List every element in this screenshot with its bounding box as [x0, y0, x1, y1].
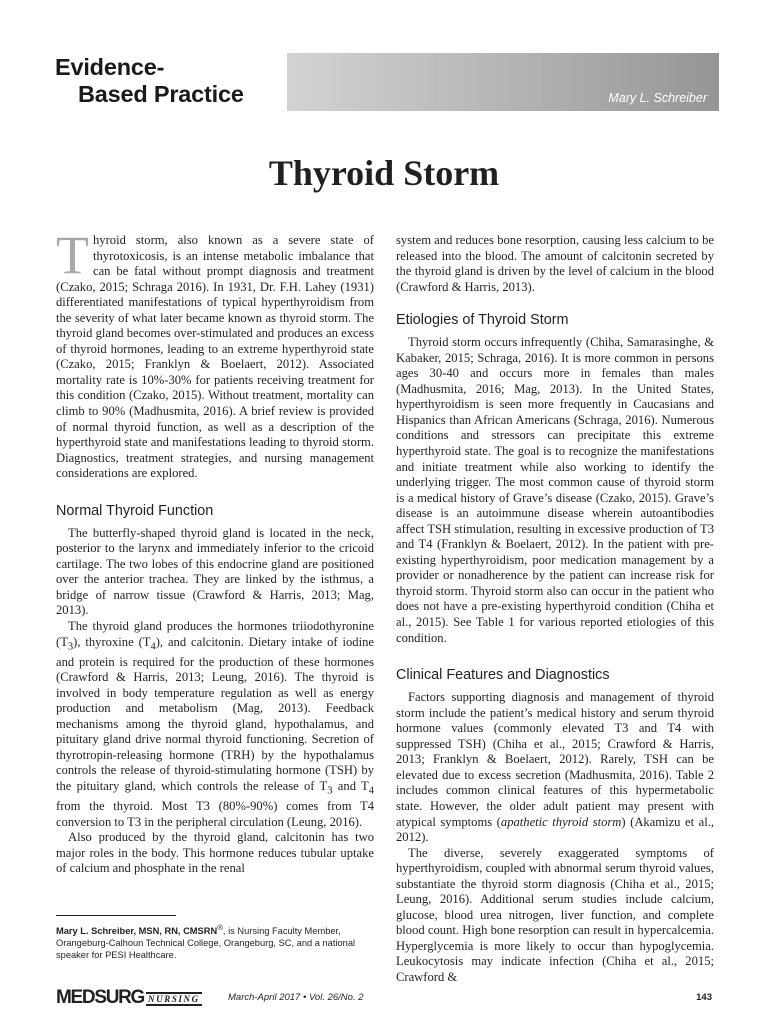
- section-title-line-2: Based Practice: [78, 81, 244, 107]
- page-footer: [56, 985, 718, 1011]
- author-footnote: [56, 922, 374, 961]
- text-run: ), thyroxine (T: [73, 634, 151, 649]
- left-column: [56, 225, 375, 877]
- text-run: ), and calcitonin. Dietary intake of iodine and protein is required for the production of these hormones (Crawford & Harris, 2013; Leung, 2016). The thyroid is involved in body temperature regulation as well as energy production and metabolism (Mag, 2013). Feedback mechanisms among the thyroid gland, hypothalamus, and pituitary gland drive normal thyroid functioning. Secretion of thyrotropin-releasing hormone (TRH) by the hypothalamus controls the release of thyroid-stimulating hormone (TSH) by the pituitary gland, which controls the release of T: [56, 634, 374, 794]
- etiology-paragraph: Thyroid storm occurs infrequently (Chiha, Samarasinghe, & Kabaker, 2015; Schraga, 2016). It is more common in persons ages 30-40 and occurs more in females than males (Madhusmita, 2016; Mag, 2013). In the United States, hyperthyroidism is seen more frequently in Caucasians and Hispanics than African Americans (Schraga, 2016). Numerous conditions and stressors can precipitate this extreme hyperthyroid state. The goal is to recognize the manifestations and initiate treatment while also working to identify the underlying trigger. The most common cause of thyroid storm is a medical history of Grave’s disease (Czako, 2015). Grave’s disease is an autoimmune disease wherein autoantibodies affect TSH stimulation, resulting in excessive production of T3 and T4 (Franklyn & Boelaert, 2012). In the patient with pre-existing hyperthyroidism, poor medication management by a provider or nonadherence by the patient can increase risk for thyroid storm. Thyroid storm also can occur in the patient who does not have a pre-existing hyperthyroid condition (Chiha et al., 2015). See Table 1 for various reported etiologies of this condition.: [396, 335, 714, 645]
- heading-normal-thyroid-function: Normal Thyroid Function: [56, 502, 214, 519]
- section-title-line-1: Evidence-: [55, 54, 165, 80]
- text-run: and T: [332, 779, 369, 794]
- right-column: [396, 233, 714, 986]
- heading-etiologies: Etiologies of Thyroid Storm: [396, 312, 569, 329]
- normal-paragraph-1: The butterfly-shaped thyroid gland is located in the neck, posterior to the larynx and immediately inferior to the cricoid cartilage. The two lobes of this endocrine gland are positioned over the anterior trachea. They are linked by the isthmus, a bridge of narrow tissue (Crawford & Harris, 2013; Mag, 2013).: [56, 525, 374, 618]
- footnote-author-name: Mary L. Schreiber, MSN, RN, CMSRN: [56, 926, 218, 937]
- journal-name: MEDSURG: [56, 987, 145, 1008]
- author-band: [287, 53, 719, 111]
- journal-logo: [56, 985, 202, 1011]
- drop-cap: T: [56, 225, 89, 285]
- continued-paragraph: system and reduces bone resorption, causing less calcium to be released into the blood. The amount of calcitonin secreted by the thyroid gland is driven by the level of calcium in the blood (Crawford & Harris, 2013).: [396, 233, 714, 294]
- italic-term: apathetic thyroid storm: [500, 814, 622, 829]
- page-number: 143: [696, 992, 712, 1003]
- clinical-paragraph-1: [396, 690, 714, 845]
- subscript: 4: [368, 785, 375, 797]
- intro-text: hyroid storm, also known as a severe state of thyrotoxicosis, is an intense metabolic imbalance that can be fatal without prompt diagnosis and treatment (Czako, 2015; Schraga 2016). In 1931, Dr. F.H. Lahey (1931) differentiated manifestations of typical hyperthyroidism from the severity of what later became known as thyroid storm. The thyroid gland becomes over-stimulated and produces an excess of thyroid hormones, leading to an extreme hyperthyroid state (Czako, 2015; Franklyn & Boelaert, 2012). Associated mortality rate is 10%-30% for patients receiving treatment for this condition (Czako, 2015). Without treatment, mortality can climb to 90% (Madhusmita, 2016). A brief review is provided of normal thyroid function, as well as a description of the hyperthyroid state and manifestations leading to thyroid storm. Diagnostics, treatment strategies, and nursing management considerations are explored.: [56, 233, 374, 481]
- text-run: The thyroid gland produces the hormones triiodothyronine (T: [56, 619, 374, 649]
- author-name: Mary L. Schreiber: [608, 91, 707, 105]
- heading-clinical-features: Clinical Features and Diagnostics: [396, 667, 610, 684]
- issue-info: March-April 2017 • Vol. 26/No. 2: [228, 992, 364, 1003]
- clinical-paragraph-2: The diverse, severely exaggerated symptoms of hyperthyroidism, coupled with abnormal serum thyroid values, substantiate the thyroid storm diagnosis (Chiha et al., 2015; Leung, 2016). Additional serum studies include calcium, glucose, blood urea nitrogen, liver function, and complete blood count. High bone resorption can result in hypercalcemia. Hyperglycemia is more likely to occur than hypoglycemia. Leukocytosis may indicate infection (Chiha et al., 2015; Crawford &: [396, 845, 714, 984]
- text-run: ) (Akamizu et al., 2012).: [396, 814, 714, 845]
- footnote-divider: [56, 915, 176, 916]
- normal-paragraph-3: Also produced by the thyroid gland, calcitonin has two major roles in the body. This hormone reduces tubular uptake of calcium and phosphate in the renal: [56, 830, 374, 876]
- text-run: Factors supporting diagnosis and management of thyroid storm include the patient’s medical history and serum thyroid hormone values (commonly elevated T3 and T4 with suppressed TSH) (Chiha et al., 2015; Crawford & Harris, 2013; Franklyn & Boelaert, 2012). Rarely, TSH can be elevated due to excess secretion (Madhusmita, 2016). Table 2 includes common clinical features of this hypermetabolic state. However, the older adult patient may present with atypical symptoms (: [396, 690, 714, 829]
- subscript: 3: [327, 785, 333, 797]
- text-run: from the thyroid. Most T3 (80%-90%) comes from T4 conversion to T3 in the peripheral circulation (Leung, 2016).: [56, 799, 374, 829]
- subscript: 3: [67, 641, 74, 653]
- intro-paragraph: [56, 225, 374, 482]
- subscript: 4: [150, 641, 156, 653]
- section-title: [55, 54, 244, 108]
- normal-paragraph-2: [56, 619, 374, 830]
- footnote-text: , is Nursing Faculty Member, Orangeburg-Calhoun Technical College, Orangeburg, SC, and a national speaker for PESI Healthcare.: [56, 926, 356, 961]
- registered-mark: ®: [217, 923, 223, 932]
- journal-subname: NURSING: [148, 994, 200, 1004]
- article-title: Thyroid Storm: [268, 153, 500, 193]
